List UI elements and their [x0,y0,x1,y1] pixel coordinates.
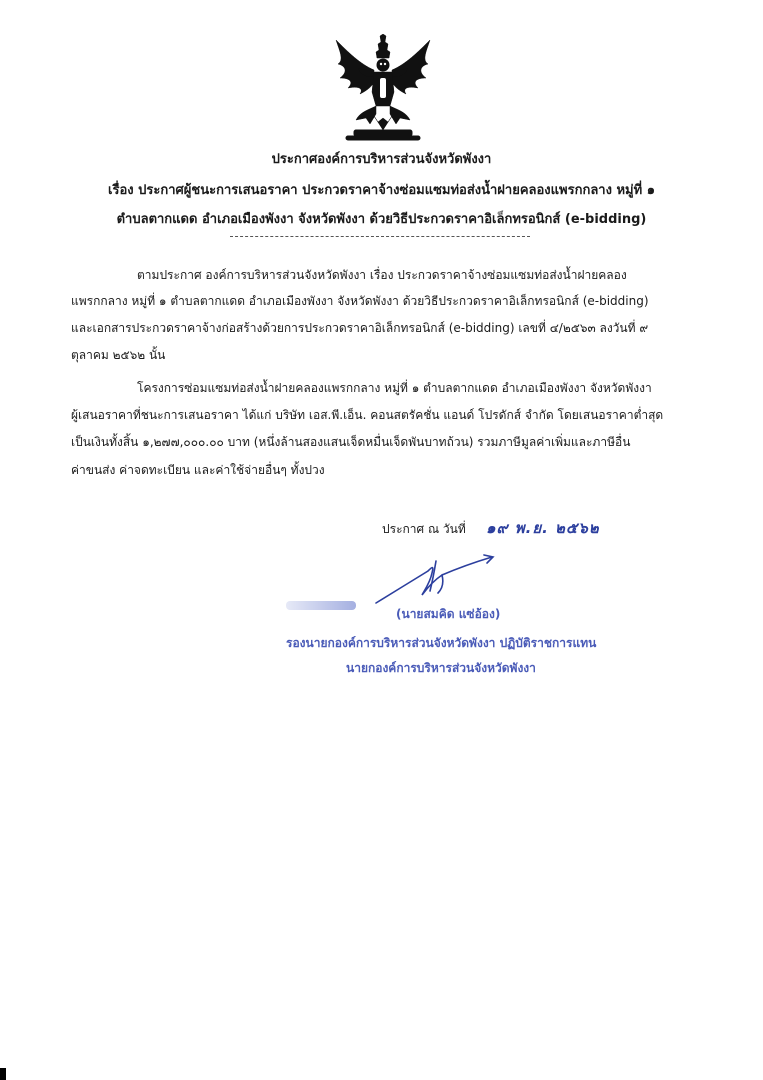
paragraph-1-line-1: ตามประกาศ องค์การบริหารส่วนจังหวัดพังงา เรื่อง ประกวดราคาจ้างซ่อมแซมท่อส่งน้ำฝายคลอง [137,268,627,282]
paragraph-2-line-1: โครงการซ่อมแซมท่อส่งน้ำฝายคลองแพรกกลาง หมู่ที่ ๑ ตำบลตากแดด อำเภอเมืองพังงา จังหวัดพังงา [137,381,652,395]
paragraph-1-line-3: และเอกสารประกวดราคาจ้างก่อสร้างด้วยการประกวดราคาอิเล็กทรอนิกส์ (e-bidding) เลขที่ ๔/๒๕๖๓ ลงวันที่ ๙ [71,321,649,335]
signer-name: (นายสมคิด แซ่อ้อง) [396,607,501,621]
paragraph-1-line-4: ตุลาคม ๒๕๖๒ นั้น [71,348,166,362]
scan-edge-mark [0,1068,6,1080]
ink-smudge [286,601,356,610]
subject-line-1: เรื่อง ประกาศผู้ชนะการเสนอราคา ประกวดราคาจ้างซ่อมแซมท่อส่งน้ำฝายคลองแพรกกลาง หมู่ที่ ๑ [108,183,655,198]
paragraph-2-line-3: เป็นเงินทั้งสิ้น ๑,๒๗๗,๐๐๐.๐๐ บาท (หนึ่งล้านสองแสนเจ็ดหมื่นเจ็ดพันบาทถ้วน) รวมภาษีมูลค่าเพิ่มและภาษีอื่น [71,435,631,449]
signer-position: รองนายกองค์การบริหารส่วนจังหวัดพังงา ปฏิบัติราชการแทน [286,636,597,650]
paragraph-2-line-2: ผู้เสนอราคาที่ชนะการเสนอราคา ได้แก่ บริษัท เอส.พี.เอ็น. คอนสตรัคชั่น แอนด์ โปรดักส์ จำกัด โดยเสนอราคาต่ำสุด [71,408,664,422]
handwritten-signature-icon [372,553,502,607]
announcement-date-label: ประกาศ ณ วันที่ [382,522,466,536]
announcement-date-value: ๑๙ พ.ย. ๒๕๖๒ [486,519,600,537]
on-behalf-of: นายกองค์การบริหารส่วนจังหวัดพังงา [346,661,536,675]
announcement-title: ประกาศองค์การบริหารส่วนจังหวัดพังงา [271,152,492,167]
paragraph-1-line-2: แพรกกลาง หมู่ที่ ๑ ตำบลตากแดด อำเภอเมืองพังงา จังหวัดพังงา ด้วยวิธีประกวดราคาอิเล็กทรอนิกส์ (e-bidding) [71,294,649,308]
heading-divider [230,236,530,238]
garuda-emblem-icon [330,34,436,142]
subject-line-2: ตำบลตากแดด อำเภอเมืองพังงา จังหวัดพังงา ด้วยวิธีประกวดราคาอิเล็กทรอนิกส์ (e-bidding) [116,212,647,227]
paragraph-2-line-4: ค่าขนส่ง ค่าจดทะเบียน และค่าใช้จ่ายอื่นๆ ทั้งปวง [71,463,325,477]
